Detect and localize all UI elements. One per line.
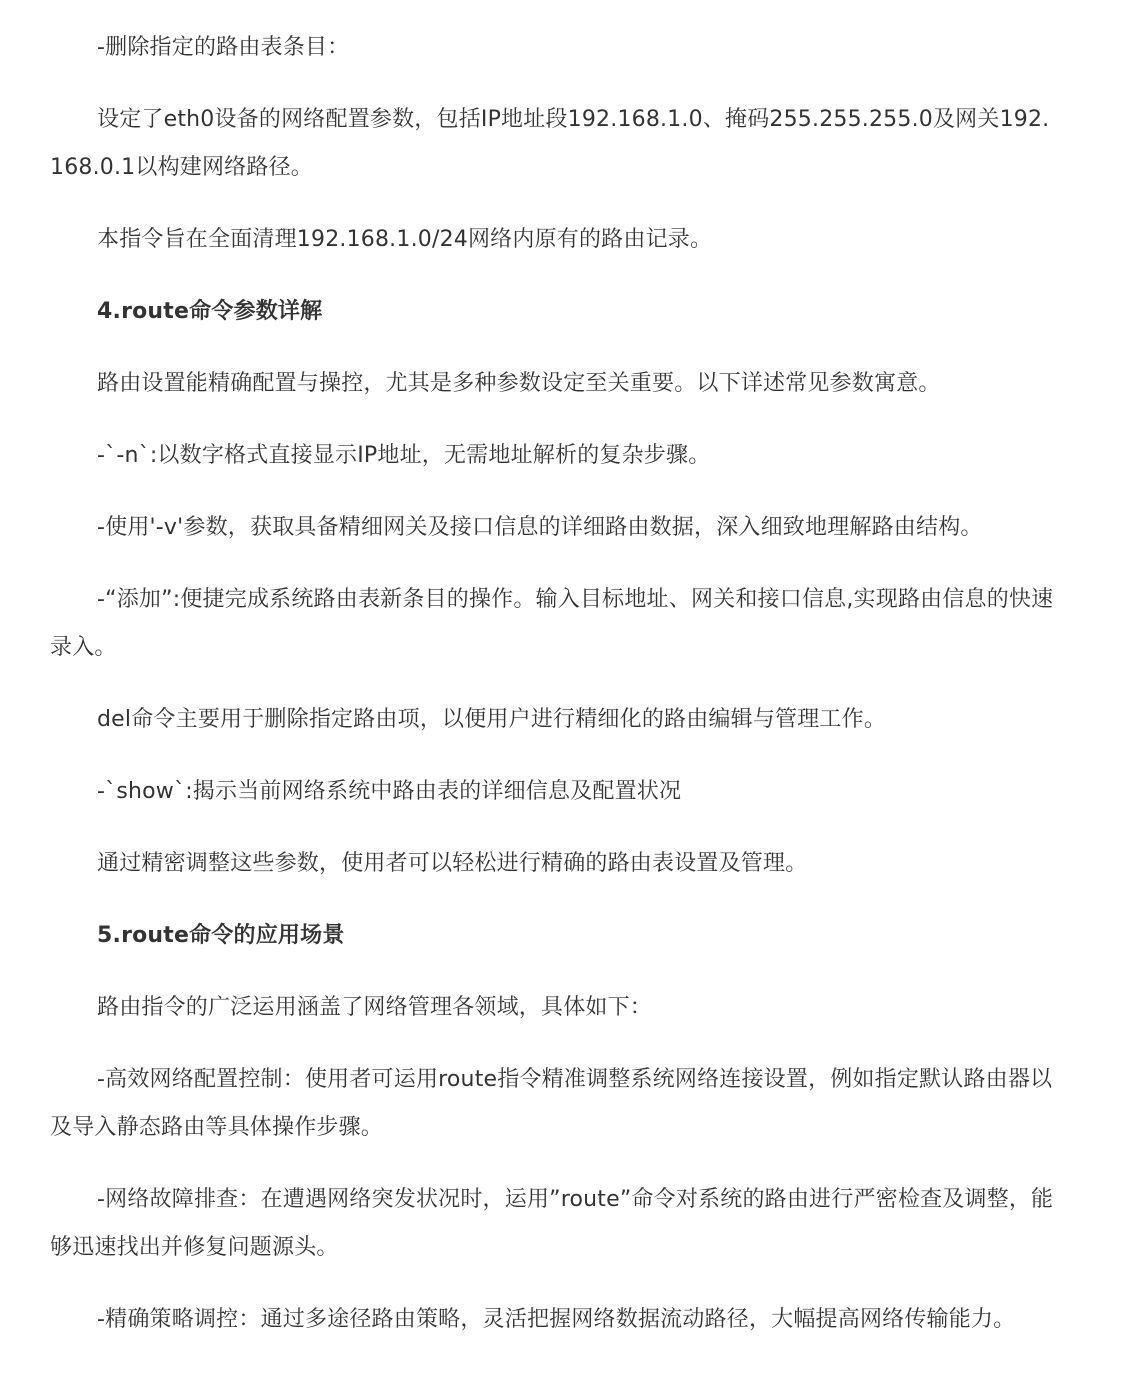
- paragraph-scenario-policy: -精确策略调控：通过多途径路由策略，灵活把握网络数据流动路径，大幅提高网络传输能力。: [97, 1307, 1016, 1332]
- paragraph-scenarios-intro: 路由指令的广泛运用涵盖了网络管理各领域，具体如下：: [97, 995, 653, 1020]
- paragraph-eth0-config: 设定了eth0设备的网络配置参数，包括IP地址段192.168.1.0、掩码255.255.255.0及网关192.168.0.1以构建网络路径。: [50, 107, 1050, 180]
- paragraph-clear-routes: 本指令旨在全面清理192.168.1.0/24网络内原有的路由记录。: [97, 227, 713, 252]
- paragraph-scenario-config: -高效网络配置控制：使用者可运用route指令精准调整系统网络连接设置，例如指定默认路由器以及导入静态路由等具体操作步骤。: [50, 1067, 1053, 1140]
- paragraph-params-summary: 通过精密调整这些参数，使用者可以轻松进行精确的路由表设置及管理。: [97, 851, 808, 876]
- paragraph-delete-route-entry: -删除指定的路由表条目：: [97, 35, 350, 60]
- paragraph-param-v: -使用'-v'参数，获取具备精细网关及接口信息的详细路由数据，深入细致地理解路由结构。: [97, 515, 983, 540]
- paragraph-param-del: del命令主要用于删除指定路由项，以便用户进行精细化的路由编辑与管理工作。: [97, 707, 887, 732]
- paragraph-params-intro: 路由设置能精确配置与操控，尤其是多种参数设定至关重要。以下详述常见参数寓意。: [97, 371, 941, 396]
- paragraph-scenario-troubleshoot: -网络故障排查：在遭遇网络突发状况时，运用”route”命令对系统的路由进行严密检查及调整，能够迅速找出并修复问题源头。: [50, 1187, 1054, 1260]
- paragraph-param-show: -`show`:揭示当前网络系统中路由表的详细信息及配置状况: [97, 779, 682, 804]
- section-heading-route-scenarios: 5.route命令的应用场景: [97, 923, 345, 948]
- section-heading-route-params: 4.route命令参数详解: [97, 299, 323, 324]
- paragraph-param-n: -`-n`:以数字格式直接显示IP地址，无需地址解析的复杂步骤。: [97, 443, 711, 468]
- paragraph-param-add: -“添加”:便捷完成系统路由表新条目的操作。输入目标地址、网关和接口信息,实现路由信息的快速录入。: [50, 587, 1054, 660]
